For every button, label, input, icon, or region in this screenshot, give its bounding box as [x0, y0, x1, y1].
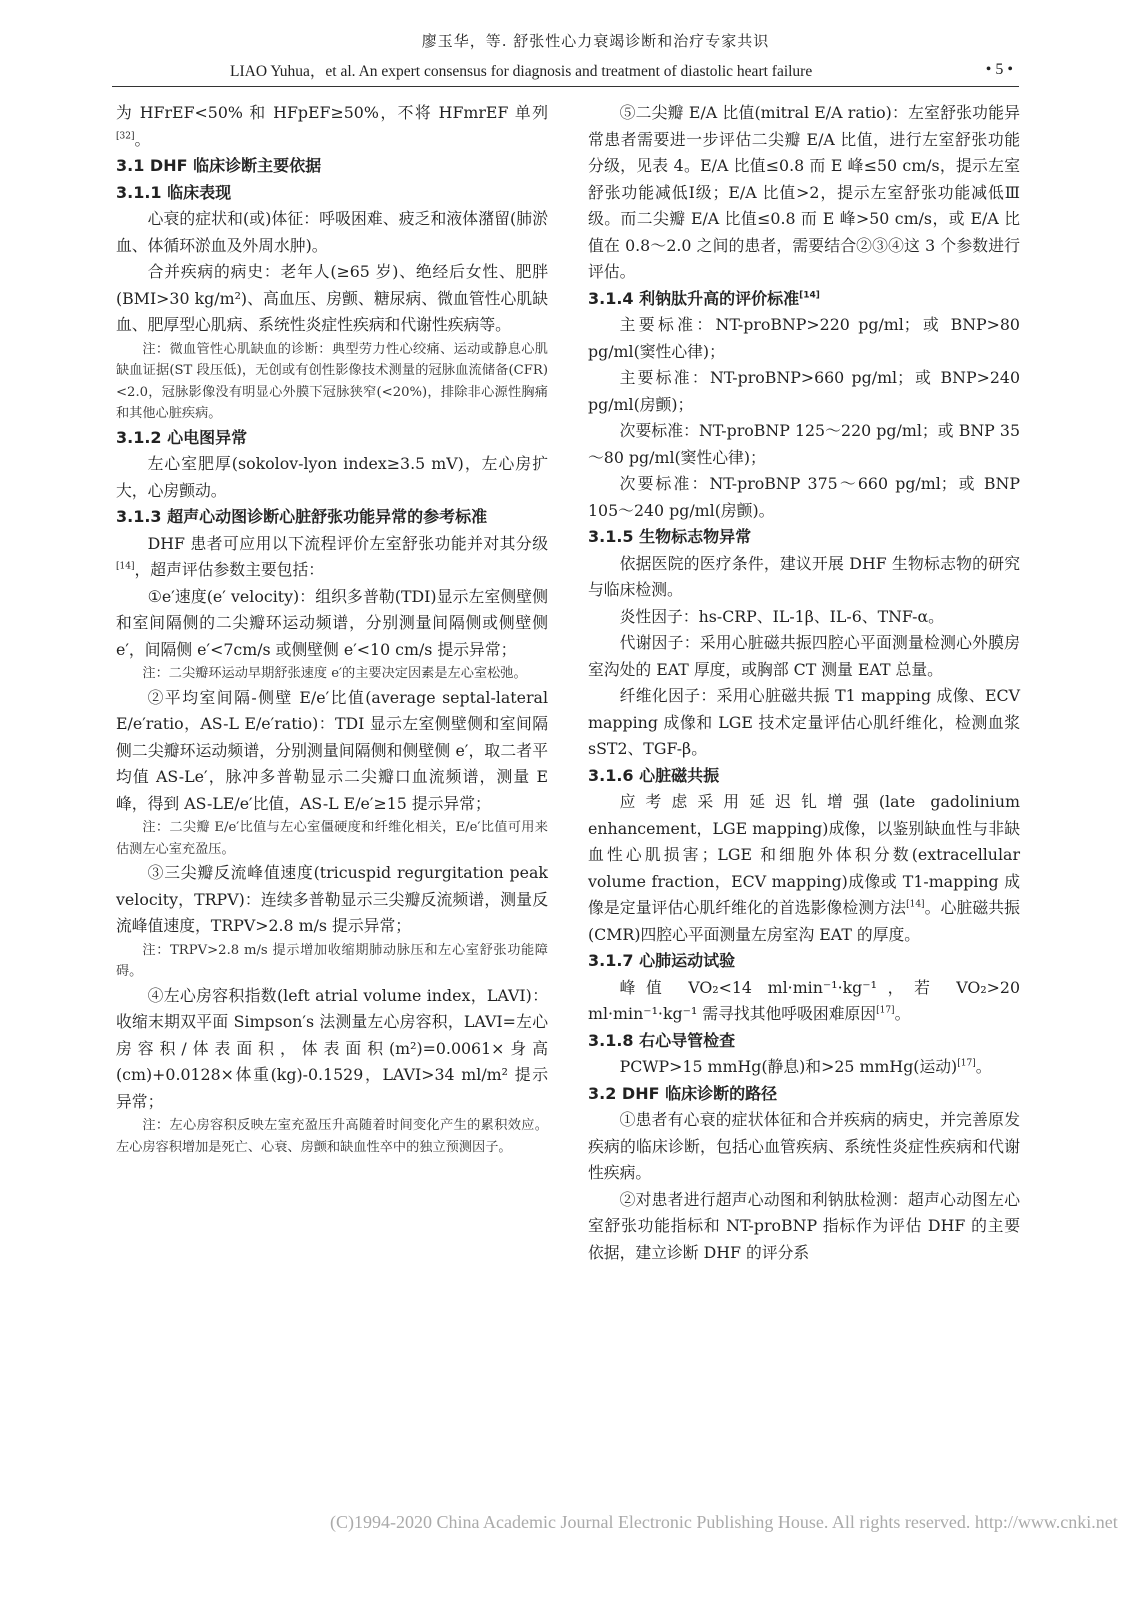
- citation[interactable]: [17]: [876, 1005, 895, 1016]
- paragraph: DHF 患者可应用以下流程评价左室舒张功能并对其分级[14]，超声评估参数主要包括：: [116, 533, 548, 579]
- paragraph: 左心室肥厚(sokolov-lyon index≥3.5 mV)，左心房扩大，心房颤动。: [116, 454, 548, 500]
- paragraph: PCWP>15 mmHg(静息)和>25 mmHg(运动)[17]。: [619, 1057, 992, 1076]
- note: 注：左心房容积反映左室充盈压升高随着时间变化产生的累积效应。左心房容积增加是死亡、心衰、房颤和缺血性卒中的独立预测因子。: [116, 1118, 548, 1155]
- paragraph: 合并疾病的病史：老年人(≥65 岁)、绝经后女性、肥胖(BMI>30 kg/m²)、高血压、房颤、糖尿病、微血管性心肌缺血、肥厚型心肌病、系统性炎症性疾病和代谢性疾病等。: [116, 262, 548, 334]
- subsection-heading: 3.1.7 心肺运动试验: [588, 951, 736, 970]
- paragraph: 为 HFrEF<50% 和 HFpEF≥50%，不将 HFmrEF 单列[32]。: [116, 103, 548, 149]
- paragraph: 炎性因子：hs-CRP、IL-1β、IL-6、TNF-α。: [619, 606, 944, 626]
- subsection-heading: 3.1.3 超声心动图诊断心脏舒张功能异常的参考标准: [116, 507, 488, 526]
- subsection-heading: 3.1.1 临床表现: [116, 182, 232, 202]
- left-column: [116, 100, 548, 1158]
- citation[interactable]: [14]: [116, 561, 135, 572]
- section-heading: 3.2 DHF 临床诊断的路径: [588, 1083, 778, 1103]
- paragraph: ②平均室间隔-侧壁 E/e′比值(average septal-lateral E/e′ratio，AS-L E/e′ratio)：TDI 显示左室侧壁侧和室间隔侧二尖瓣环运动频谱，分别测量间隔侧和侧壁侧 e′，取二者平均值 AS-Le′，脉冲多普勒显示二尖瓣口血流频谱，测量 E 峰，得到 AS-LE/e′比值，AS-L E/e′≥15 提示异常；: [116, 687, 548, 813]
- paragraph: ⑤二尖瓣 E/A 比值(mitral E/A ratio)：左室舒张功能异常患者需要进一步评估二尖瓣 E/A 比值，进行左室舒张功能分级，见表 4。E/A 比值≤0.8 而 E 峰≤50 cm/s，提示左室舒张功能减低Ⅰ级；E/A 比值>2，提示左室舒张功能减低Ⅲ级。而二尖瓣 E/A 比值≤0.8 而 E 峰>50 cm/s，或 E/A 比值在 0.8～2.0 之间的患者，需要结合②③④这 3 个参数进行评估。: [588, 103, 1020, 281]
- section-heading: 3.1 DHF 临床诊断主要依据: [116, 156, 322, 175]
- header-title-en: LIAO Yuhua，et al. An expert consensus for diagnosis and treatment of diastolic heart failure: [230, 63, 813, 80]
- citation[interactable]: [32]: [116, 131, 135, 142]
- paragraph: 应考虑采用延迟钆增强(late gadolinium enhancement，LGE mapping)成像，以鉴别缺血性与非缺血性心肌损害；LGE 和细胞外体积分数(extracellular volume fraction，ECV mapping)成像或 T1-mapping 成像是定量评估心肌纤维化的首选影像检测方法[14]。心脏磁共振(CMR)四腔心平面测量左房室沟 EAT 的厚度。: [588, 792, 1020, 944]
- citation[interactable]: [17]: [957, 1058, 976, 1069]
- citation[interactable]: [14]: [799, 290, 820, 301]
- note: 注：TRPV>2.8 m/s 提示增加收缩期肺动脉压和左心室舒张功能障碍。: [116, 942, 548, 979]
- paragraph: 代谢因子：采用心脏磁共振四腔心平面测量检测心外膜房室沟处的 EAT 厚度，或胸部 CT 测量 EAT 总量。: [588, 633, 1020, 679]
- copyright-footer: (C)1994-2020 China Academic Journal Electronic Publishing House. All rights reserved. http://www.cnki.net: [330, 1512, 1118, 1532]
- paragraph: 纤维化因子：采用心脏磁共振 T1 mapping 成像、ECV mapping 成像和 LGE 技术定量评估心肌纤维化，检测血浆 sST2、TGF-β。: [588, 686, 1020, 758]
- paragraph: 次要标准：NT-proBNP 375～660 pg/ml；或 BNP 105～240 pg/ml(房颤)。: [588, 474, 1020, 520]
- right-column: [588, 100, 1020, 1266]
- header-title-zh: 廖玉华，等. 舒张性心力衰竭诊断和治疗专家共识: [421, 32, 770, 50]
- header-rule: [112, 86, 1019, 87]
- paragraph: 峰值 VO₂<14 ml·min⁻¹·kg⁻¹，若 VO₂>20 ml·min⁻¹·kg⁻¹ 需寻找其他呼吸困难原因[17]。: [588, 977, 1020, 1023]
- paragraph: ①e′速度(e′ velocity)：组织多普勒(TDI)显示左室侧壁侧和室间隔侧的二尖瓣环运动频谱，分别测量间隔侧或侧壁侧 e′，间隔侧 e′<7cm/s 或侧壁侧 e′<10 cm/s 提示异常；: [116, 586, 548, 659]
- paragraph: ①患者有心衰的症状体征和合并疾病的病史，并完善原发疾病的临床诊断，包括心血管疾病、系统性炎症性疾病和代谢性疾病。: [588, 1110, 1020, 1182]
- paragraph: 主要标准：NT-proBNP>220 pg/ml；或 BNP>80 pg/ml(窦性心律)；: [588, 315, 1020, 361]
- note: 注：二尖瓣 E/e′比值与左心室僵硬度和纤维化相关，E/e′比值可用来估测左心室充盈压。: [116, 820, 548, 857]
- subsection-heading: 3.1.5 生物标志物异常: [588, 527, 752, 546]
- paragraph: 依据医院的医疗条件，建议开展 DHF 生物标志物的研究与临床检测。: [588, 553, 1020, 599]
- paragraph: ④左心房容积指数(left atrial volume index，LAVI)：收缩末期双平面 Simpson′s 法测量左心房容积，LAVI=左心房容积/体表面积，体表面积(m²)=0.0061×身高(cm)+0.0128×体重(kg)-0.1529，LAVI>34 ml/m² 提示异常；: [116, 985, 548, 1111]
- subsection-heading: 3.1.4 利钠肽升高的评价标准[14]: [588, 288, 820, 308]
- header-row: [112, 59, 1019, 81]
- note: 注：微血管性心肌缺血的诊断：典型劳力性心绞痛、运动或静息心肌缺血证据(ST 段压低)，无创或有创性影像技术测量的冠脉血流储备(CFR)<2.0，冠脉影像没有明显心外膜下冠脉狭窄(<20%)，排除非心源性胸痛和其他心脏疾病。: [116, 341, 548, 421]
- running-header: [112, 30, 1019, 81]
- subsection-heading: 3.1.8 右心导管检查: [588, 1030, 736, 1050]
- paragraph: 心衰的症状和(或)体征：呼吸困难、疲乏和液体潴留(肺淤血、体循环淤血及外周水肿)。: [116, 209, 548, 255]
- paragraph: ②对患者进行超声心动图和利钠肽检测：超声心动图左心室舒张功能指标和 NT-proBNP 指标作为评估 DHF 的主要依据，建立诊断 DHF 的评分系: [588, 1189, 1020, 1262]
- paragraph: ③三尖瓣反流峰值速度(tricuspid regurgitation peak velocity，TRPV)：连续多普勒显示三尖瓣反流频谱，测量反流峰值速度，TRPV>2.8 m/s 提示异常；: [116, 863, 548, 935]
- subsection-heading: 3.1.6 心脏磁共振: [588, 765, 720, 785]
- page-number: • 5 •: [985, 61, 1013, 78]
- citation[interactable]: [14]: [906, 899, 925, 910]
- note: 注：二尖瓣环运动早期舒张速度 e′的主要决定因素是左心室松弛。: [142, 666, 527, 681]
- subsection-heading: 3.1.2 心电图异常: [116, 427, 248, 447]
- paragraph: 次要标准：NT-proBNP 125～220 pg/ml；或 BNP 35～80 pg/ml(窦性心律)；: [588, 421, 1020, 467]
- paragraph: 主要标准：NT-proBNP>660 pg/ml；或 BNP>240 pg/ml(房颤)；: [588, 368, 1020, 414]
